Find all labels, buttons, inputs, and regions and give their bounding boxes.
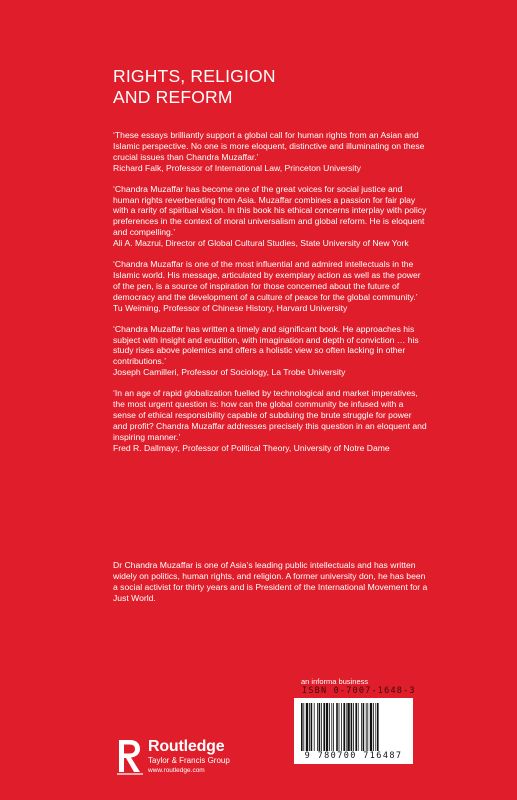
barcode-bars bbox=[300, 703, 407, 751]
barcode-bar bbox=[363, 703, 365, 751]
publisher-block bbox=[148, 738, 230, 775]
endorsement-attribution: Ali A. Mazrui, Director of Global Cultural Studies, State University of New York bbox=[113, 238, 409, 249]
endorsement bbox=[113, 259, 428, 314]
barcode-bar bbox=[314, 703, 315, 751]
endorsement-text: ‘These essays brilliantly support a global call for human rights from an Asian and Islamic perspective. No one is more eloquent, distinctive and illuminating on these crucial issues than Chandra Muzaffar.’ bbox=[113, 130, 425, 162]
barcode-bar bbox=[319, 703, 321, 751]
endorsement-text: ‘Chandra Muzaffar has written a timely and significant book. He approaches his subject with insight and erudition, with imagination and depth of conviction … his study rises above polemics and offers a holistic view so often lacking in other contributions.’ bbox=[113, 323, 419, 367]
barcode-bar bbox=[326, 703, 328, 751]
barcode-bar bbox=[321, 703, 322, 751]
barcode-bar bbox=[339, 703, 340, 751]
barcode-bar bbox=[336, 703, 338, 751]
barcode-bar bbox=[303, 703, 304, 751]
isbn-text: ISBN 0-7007-1648-3 bbox=[302, 686, 416, 696]
barcode-bar bbox=[367, 703, 368, 751]
endorsement bbox=[113, 130, 428, 174]
endorsement bbox=[113, 184, 428, 249]
barcode-bar bbox=[309, 703, 310, 751]
barcode-bar bbox=[346, 703, 347, 751]
barcode-bar bbox=[317, 703, 318, 751]
barcode-bar bbox=[351, 703, 353, 751]
barcode-bar bbox=[323, 703, 325, 751]
barcode-bar bbox=[361, 703, 362, 751]
endorsement-text: ‘Chandra Muzaffar is one of the most influential and admired intellectuals in the Islamic world. His message, articulated by exemplary action as well as the power of the pen, is a source of inspiration for those concerned about the future of democracy and the development of a culture of peace for the global community.’ bbox=[113, 259, 421, 302]
barcode-bar bbox=[311, 703, 313, 751]
endorsement-attribution: Tu Weiming, Professor of Chinese History, Harvard University bbox=[113, 302, 348, 313]
endorsement-text: ‘In an age of rapid globalization fuelled by technological and market imperatives, the most urgent question is: how can the global community be infused with a sense of ethical responsibility capable of subduing the brute struggle for power and profit? Chandra Muzaffar addresses precisely this question in an eloquent and inspiring manner.’ bbox=[113, 388, 427, 442]
barcode-bar bbox=[329, 703, 330, 751]
barcode-bar bbox=[331, 703, 332, 751]
barcode-bar bbox=[370, 703, 372, 751]
endorsement bbox=[113, 388, 428, 453]
imprint-tagline: an informa business bbox=[301, 677, 369, 686]
endorsement-attribution: Joseph Camilleri, Professor of Sociology, La Trobe University bbox=[113, 367, 346, 378]
routledge-logo-icon bbox=[116, 737, 144, 777]
barcode-bar bbox=[341, 703, 342, 751]
endorsements bbox=[113, 130, 428, 464]
barcode-bar bbox=[373, 703, 374, 751]
title-line-1: RIGHTS, RELIGION bbox=[113, 66, 276, 86]
barcode-bar bbox=[366, 703, 367, 751]
barcode-bar bbox=[306, 703, 308, 751]
book-title bbox=[113, 66, 453, 108]
publisher-group: Taylor & Francis Group bbox=[148, 756, 230, 765]
barcode-bar bbox=[301, 703, 303, 751]
author-bio bbox=[113, 560, 431, 604]
publisher-website: www.routledge.com bbox=[148, 767, 205, 774]
endorsement bbox=[113, 324, 428, 379]
endorsement-attribution: Fred R. Dallmayr, Professor of Political Theory, University of Notre Dame bbox=[113, 442, 390, 453]
barcode-bar bbox=[375, 703, 376, 751]
publisher-name: Routledge bbox=[148, 738, 225, 755]
barcode-bar bbox=[355, 703, 357, 751]
barcode-bar bbox=[343, 703, 345, 751]
barcode-number: 9 780700 716487 bbox=[304, 751, 403, 761]
barcode-bar bbox=[333, 703, 334, 751]
barcode-bar bbox=[353, 703, 354, 751]
barcode-bar bbox=[358, 703, 359, 751]
endorsement-attribution: Richard Falk, Professor of International Law, Princeton University bbox=[113, 162, 361, 173]
barcode bbox=[294, 698, 413, 764]
barcode-bar bbox=[347, 703, 349, 751]
barcode-bar bbox=[377, 703, 379, 751]
endorsement-text: ‘Chandra Muzaffar has become one of the great voices for social justice and human rights reverberating from Asia. Muzaffar combines a passion for fair play with a rarity of spiritual vision. In this book his ethical concerns interplay with policy preferences in the context of moral universalism and global reform. He is eloquent and compelling.’ bbox=[113, 183, 427, 238]
title-line-2: AND REFORM bbox=[113, 87, 233, 107]
author-bio-text: Dr Chandra Muzaffar is one of Asia’s leading public intellectuals and has written widely on politics, human rights, and religion. A former university don, he has been a social activist for thirty years and is President of the International Movement for a Just World. bbox=[113, 560, 428, 603]
